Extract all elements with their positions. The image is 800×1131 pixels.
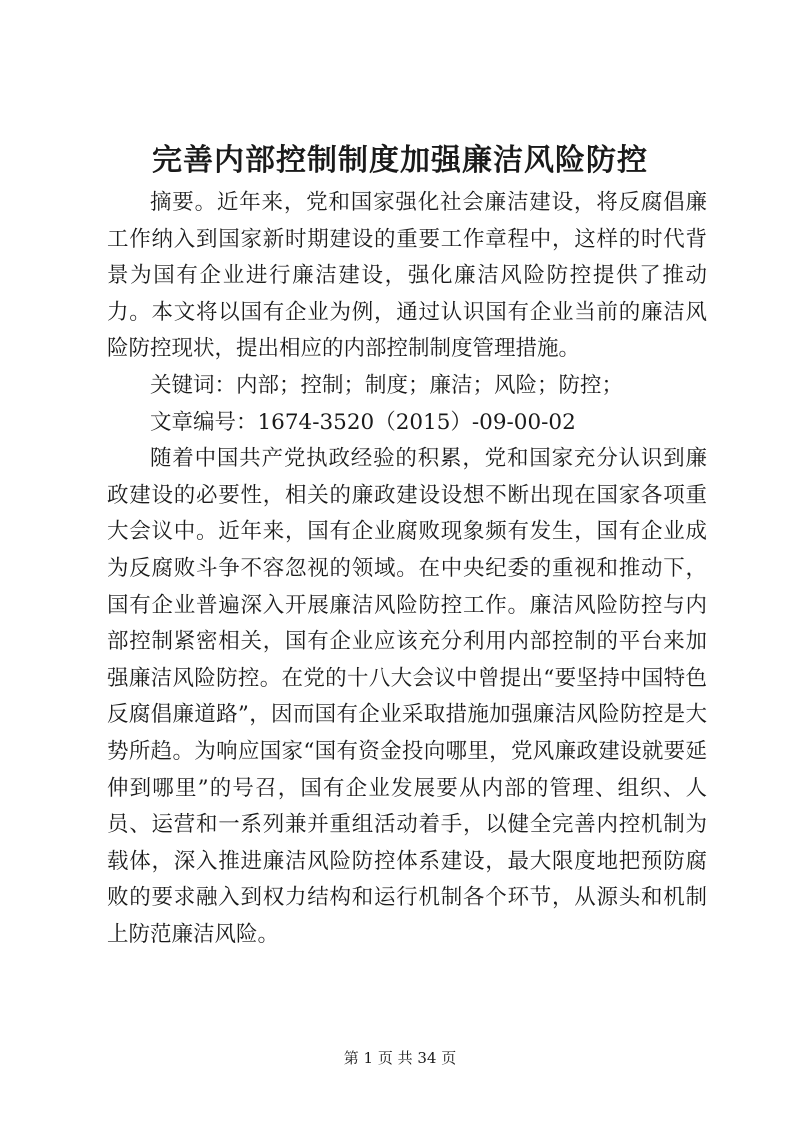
- body-paragraph: 随着中国共产党执政经验的积累，党和国家充分认识到廉政建设的必要性，相关的廉政建设设想不断出现在国家各项重大会议中。近年来，国有企业腐败现象频有发生，国有企业成为反腐败斗争不容忽视的领域。在中央纪委的重视和推动下，国有企业普遍深入开展廉洁风险防控工作。廉洁风险防控与内部控制紧密相关，国有企业应该充分利用内部控制的平台来加强廉洁风险防控。在党的十八大会议中曾提出“要坚持中国特色反腐倡廉道路”，因而国有企业采取措施加强廉洁风险防控是大势所趋。为响应国家“国有资金投向哪里，党风廉政建设就要延伸到哪里”的号召，国有企业发展要从内部的管理、组织、人员、运营和一系列兼并重组活动着手，以健全完善内控机制为载体，深入推进廉洁风险防控体系建设，最大限度地把预防腐败的要求融入到权力结构和运行机制各个环节，从源头和机制上防范廉洁风险。: [107, 446, 707, 947]
- document-title: 完善内部控制制度加强廉洁风险防控: [152, 143, 648, 178]
- article-number-line: 文章编号：1674-3520（2015）-09-00-02: [150, 409, 576, 435]
- abstract-paragraph: 摘要。近年来，党和国家强化社会廉洁建设，将反腐倡廉工作纳入到国家新时期建设的重要工作章程中，这样的时代背景为国有企业进行廉洁建设，强化廉洁风险防控提供了推动力。本文将以国有企业为例，通过认识国有企业当前的廉洁风险防控现状，提出相应的内部控制制度管理措施。: [107, 190, 707, 362]
- keywords-line: 关键词：内部；控制；制度；廉洁；风险；防控；: [150, 372, 624, 398]
- page-footer: 第 1 页 共 34 页: [343, 1049, 457, 1067]
- document-body: [107, 185, 707, 953]
